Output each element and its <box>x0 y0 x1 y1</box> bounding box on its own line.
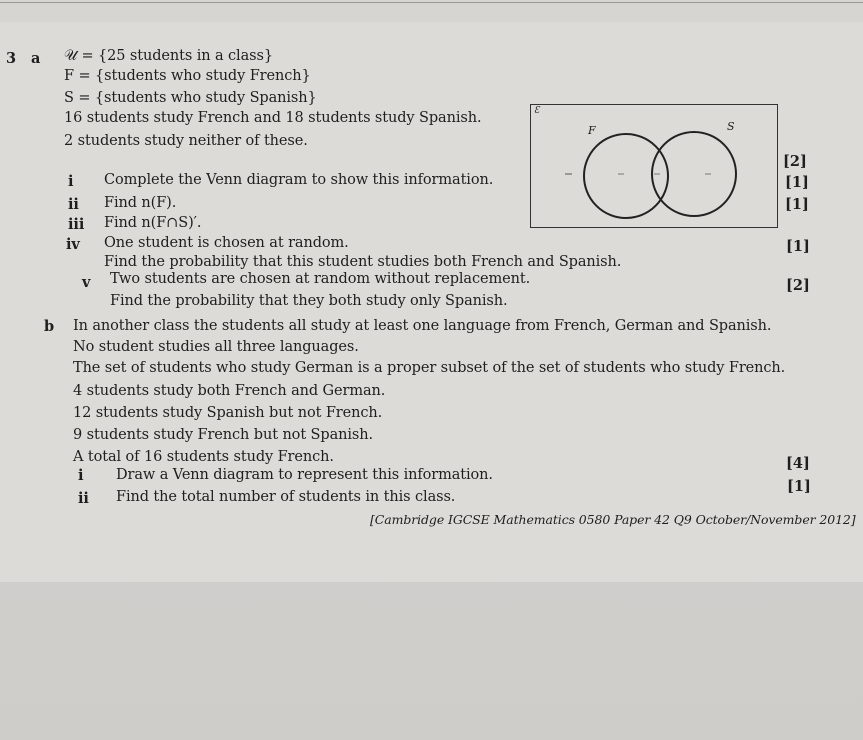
b-sub-i-text: Draw a Venn diagram to represent this information. <box>116 467 493 483</box>
universal-set-line: 𝒰 = {25 students in a class} <box>64 48 273 64</box>
circle-f <box>584 134 668 218</box>
part-a-label: a <box>31 50 41 67</box>
b-line-2: No student studies all three languages. <box>73 339 359 355</box>
b-line-3: The set of students who study German is a proper subset of the set of students who study French. <box>73 360 786 376</box>
universal-set-symbol: Ɛ <box>534 106 540 116</box>
b-line-6: 9 students study French but not Spanish. <box>73 427 373 443</box>
set-s-line: S = {students who study Spanish} <box>64 90 317 106</box>
b-sub-ii-number: ii <box>78 490 89 507</box>
b-sub-ii-text: Find the total number of students in this class. <box>116 489 456 505</box>
circle-s <box>652 132 736 216</box>
circle-s-label: S <box>727 120 735 133</box>
source-citation: [Cambridge IGCSE Mathematics 0580 Paper 42 Q9 October/November 2012] <box>370 512 856 527</box>
sub-iii-text: Find n(F∩S)′. <box>104 215 202 231</box>
mark-a-i: [2] <box>783 153 807 170</box>
mark-a-iii: [1] <box>785 196 809 213</box>
b-line-4: 4 students study both French and German. <box>73 383 386 399</box>
part-b-label: b <box>44 318 55 335</box>
sub-v-text-2: Find the probability that they both study only Spanish. <box>110 293 508 309</box>
sub-i-text: Complete the Venn diagram to show this information. <box>104 172 494 188</box>
b-line-5: 12 students study Spanish but not French. <box>73 405 383 421</box>
mark-b-i: [4] <box>786 455 810 472</box>
mark-a-ii: [1] <box>785 174 809 191</box>
b-line-7: A total of 16 students study French. <box>73 449 334 465</box>
sub-iv-text-2: Find the probability that this student studies both French and Spanish. <box>104 254 622 270</box>
venn-diagram <box>530 104 778 228</box>
sub-ii-text: Find n(F). <box>104 195 177 211</box>
counts-line: 16 students study French and 18 students study Spanish. <box>64 110 482 126</box>
mark-b-ii: [1] <box>787 478 811 495</box>
sub-iii-number: iii <box>68 216 85 233</box>
sub-v-number: v <box>82 274 91 291</box>
sub-iv-text-1: One student is chosen at random. <box>104 235 349 251</box>
b-sub-i-number: i <box>78 467 84 484</box>
circle-f-label: F <box>588 124 596 137</box>
sub-ii-number: ii <box>68 196 79 213</box>
sub-iv-number: iv <box>66 236 80 253</box>
top-rule <box>0 2 863 3</box>
mark-a-v: [2] <box>786 277 810 294</box>
neither-line: 2 students study neither of these. <box>64 133 308 149</box>
mark-a-iv: [1] <box>786 238 810 255</box>
sub-i-number: i <box>68 173 74 190</box>
set-f-line: F = {students who study French} <box>64 68 311 84</box>
venn-circles <box>530 104 778 228</box>
sub-v-text-1: Two students are chosen at random without replacement. <box>110 271 531 287</box>
question-number: 3 <box>6 50 16 67</box>
b-line-1: In another class the students all study at least one language from French, German and Spanish. <box>73 318 772 334</box>
